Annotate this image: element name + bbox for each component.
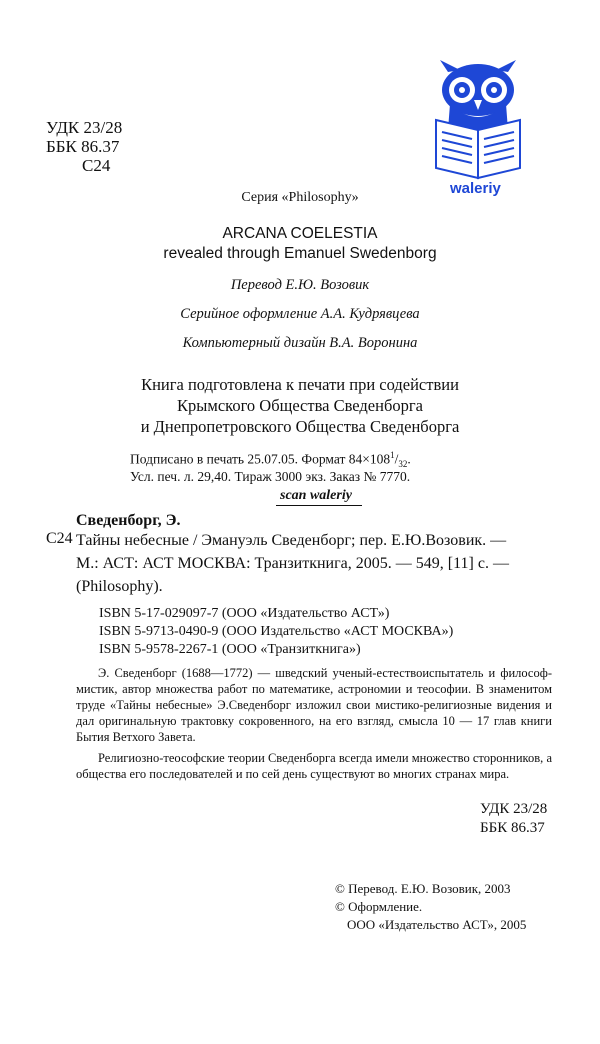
series-design-credit: Серийное оформление А.А. Кудрявцева (180, 306, 420, 322)
series-line: Серия «Philosophy» (241, 190, 359, 205)
owl-logo-icon (428, 60, 528, 182)
bib-author: Сведенборг, Э. (76, 512, 181, 529)
signed-to-print: Подписано в печать 25.07.05. Формат $84\times 108^1/_{32}$. (130, 450, 411, 470)
annotation-paragraph-2: Религиозно-теософские теории Сведенборга всегда имели множество сторонников, а общества его последователей и по сей день существуют во многих странах мира. (76, 751, 552, 781)
signed-suffix: . (407, 451, 411, 467)
udk-code-bottom: УДК 23/28 (480, 801, 548, 817)
original-subtitle: revealed through Emanuel Swedenborg (163, 245, 437, 262)
format-fraction-den: 32 (398, 459, 408, 470)
udk-block-bottom (480, 800, 547, 838)
isbn-ast-moskva: ISBN 5-9713-0490-9 (ООО Издательство «АСТ МОСКВА») (99, 624, 454, 639)
scan-underline (276, 505, 362, 506)
signed-text: Подписано в печать 25.07.05. Формат 84×108 (130, 451, 391, 467)
print-run-info: Усл. печ. л. 29,40. Тираж 3000 экз. Заказ № 7770. (130, 469, 411, 484)
computer-design-credit: Компьютерный дизайн В.А. Воронина (182, 335, 418, 351)
prepared-line-2: Крымского Общества Сведенборга (177, 396, 423, 415)
annotation-paragraph-1: Э. Сведенборг (1688—1772) — шведский ученый-естествоиспытатель и философ-мистик, автор множества работ по математике, астрономии и теософии. В знаменитом труде «Тайны небесные» Э.Сведенборг изложил свои мистико-религиозные видения и дал оригинальную трактовку сокровенного, на его взгляд, смысла 10 — 17 глав книги Бытия Ветхого Завета. (76, 666, 552, 744)
bib-line-3: (Philosophy). (76, 578, 163, 595)
prepared-line-1: Книга подготовлена к печати при содействии (141, 375, 459, 394)
udk-code: УДК 23/28 (46, 118, 123, 137)
isbn-tranzitkniga: ISBN 5-9578-2267-1 (ООО «Транзиткнига») (99, 642, 361, 657)
bib-line-2: М.: АСТ: АСТ МОСКВА: Транзиткнига, 2005. — 549, [11] с. — (76, 555, 509, 572)
original-title: ARCANA COELESTIA (222, 225, 378, 242)
copyright-design: © Оформление. (335, 899, 423, 914)
watermark-caption: waleriy (450, 180, 501, 197)
bib-code: С24 (46, 530, 73, 547)
scan-credit: scan waleriy (280, 488, 352, 503)
bbk-code: ББК 86.37 (46, 137, 120, 156)
bib-line-1: Тайны небесные / Эмануэль Сведенборг; пер. Е.Ю.Возовик. — (76, 532, 507, 549)
udk-block-top (46, 118, 122, 175)
author-mark: С24 (82, 156, 111, 175)
format-fraction-num: 1 (390, 450, 395, 460)
bbk-code-bottom: ББК 86.37 (480, 820, 545, 836)
copyright-publisher: ООО «Издательство АСТ», 2005 (347, 917, 527, 932)
isbn-ast: ISBN 5-17-029097-7 (ООО «Издательство АСТ») (99, 606, 390, 621)
copyright-translation: © Перевод. Е.Ю. Возовик, 2003 (335, 881, 511, 896)
translator-credit: Перевод Е.Ю. Возовик (230, 277, 370, 293)
prepared-line-3: и Днепропетровского Общества Сведенборга (140, 417, 460, 436)
